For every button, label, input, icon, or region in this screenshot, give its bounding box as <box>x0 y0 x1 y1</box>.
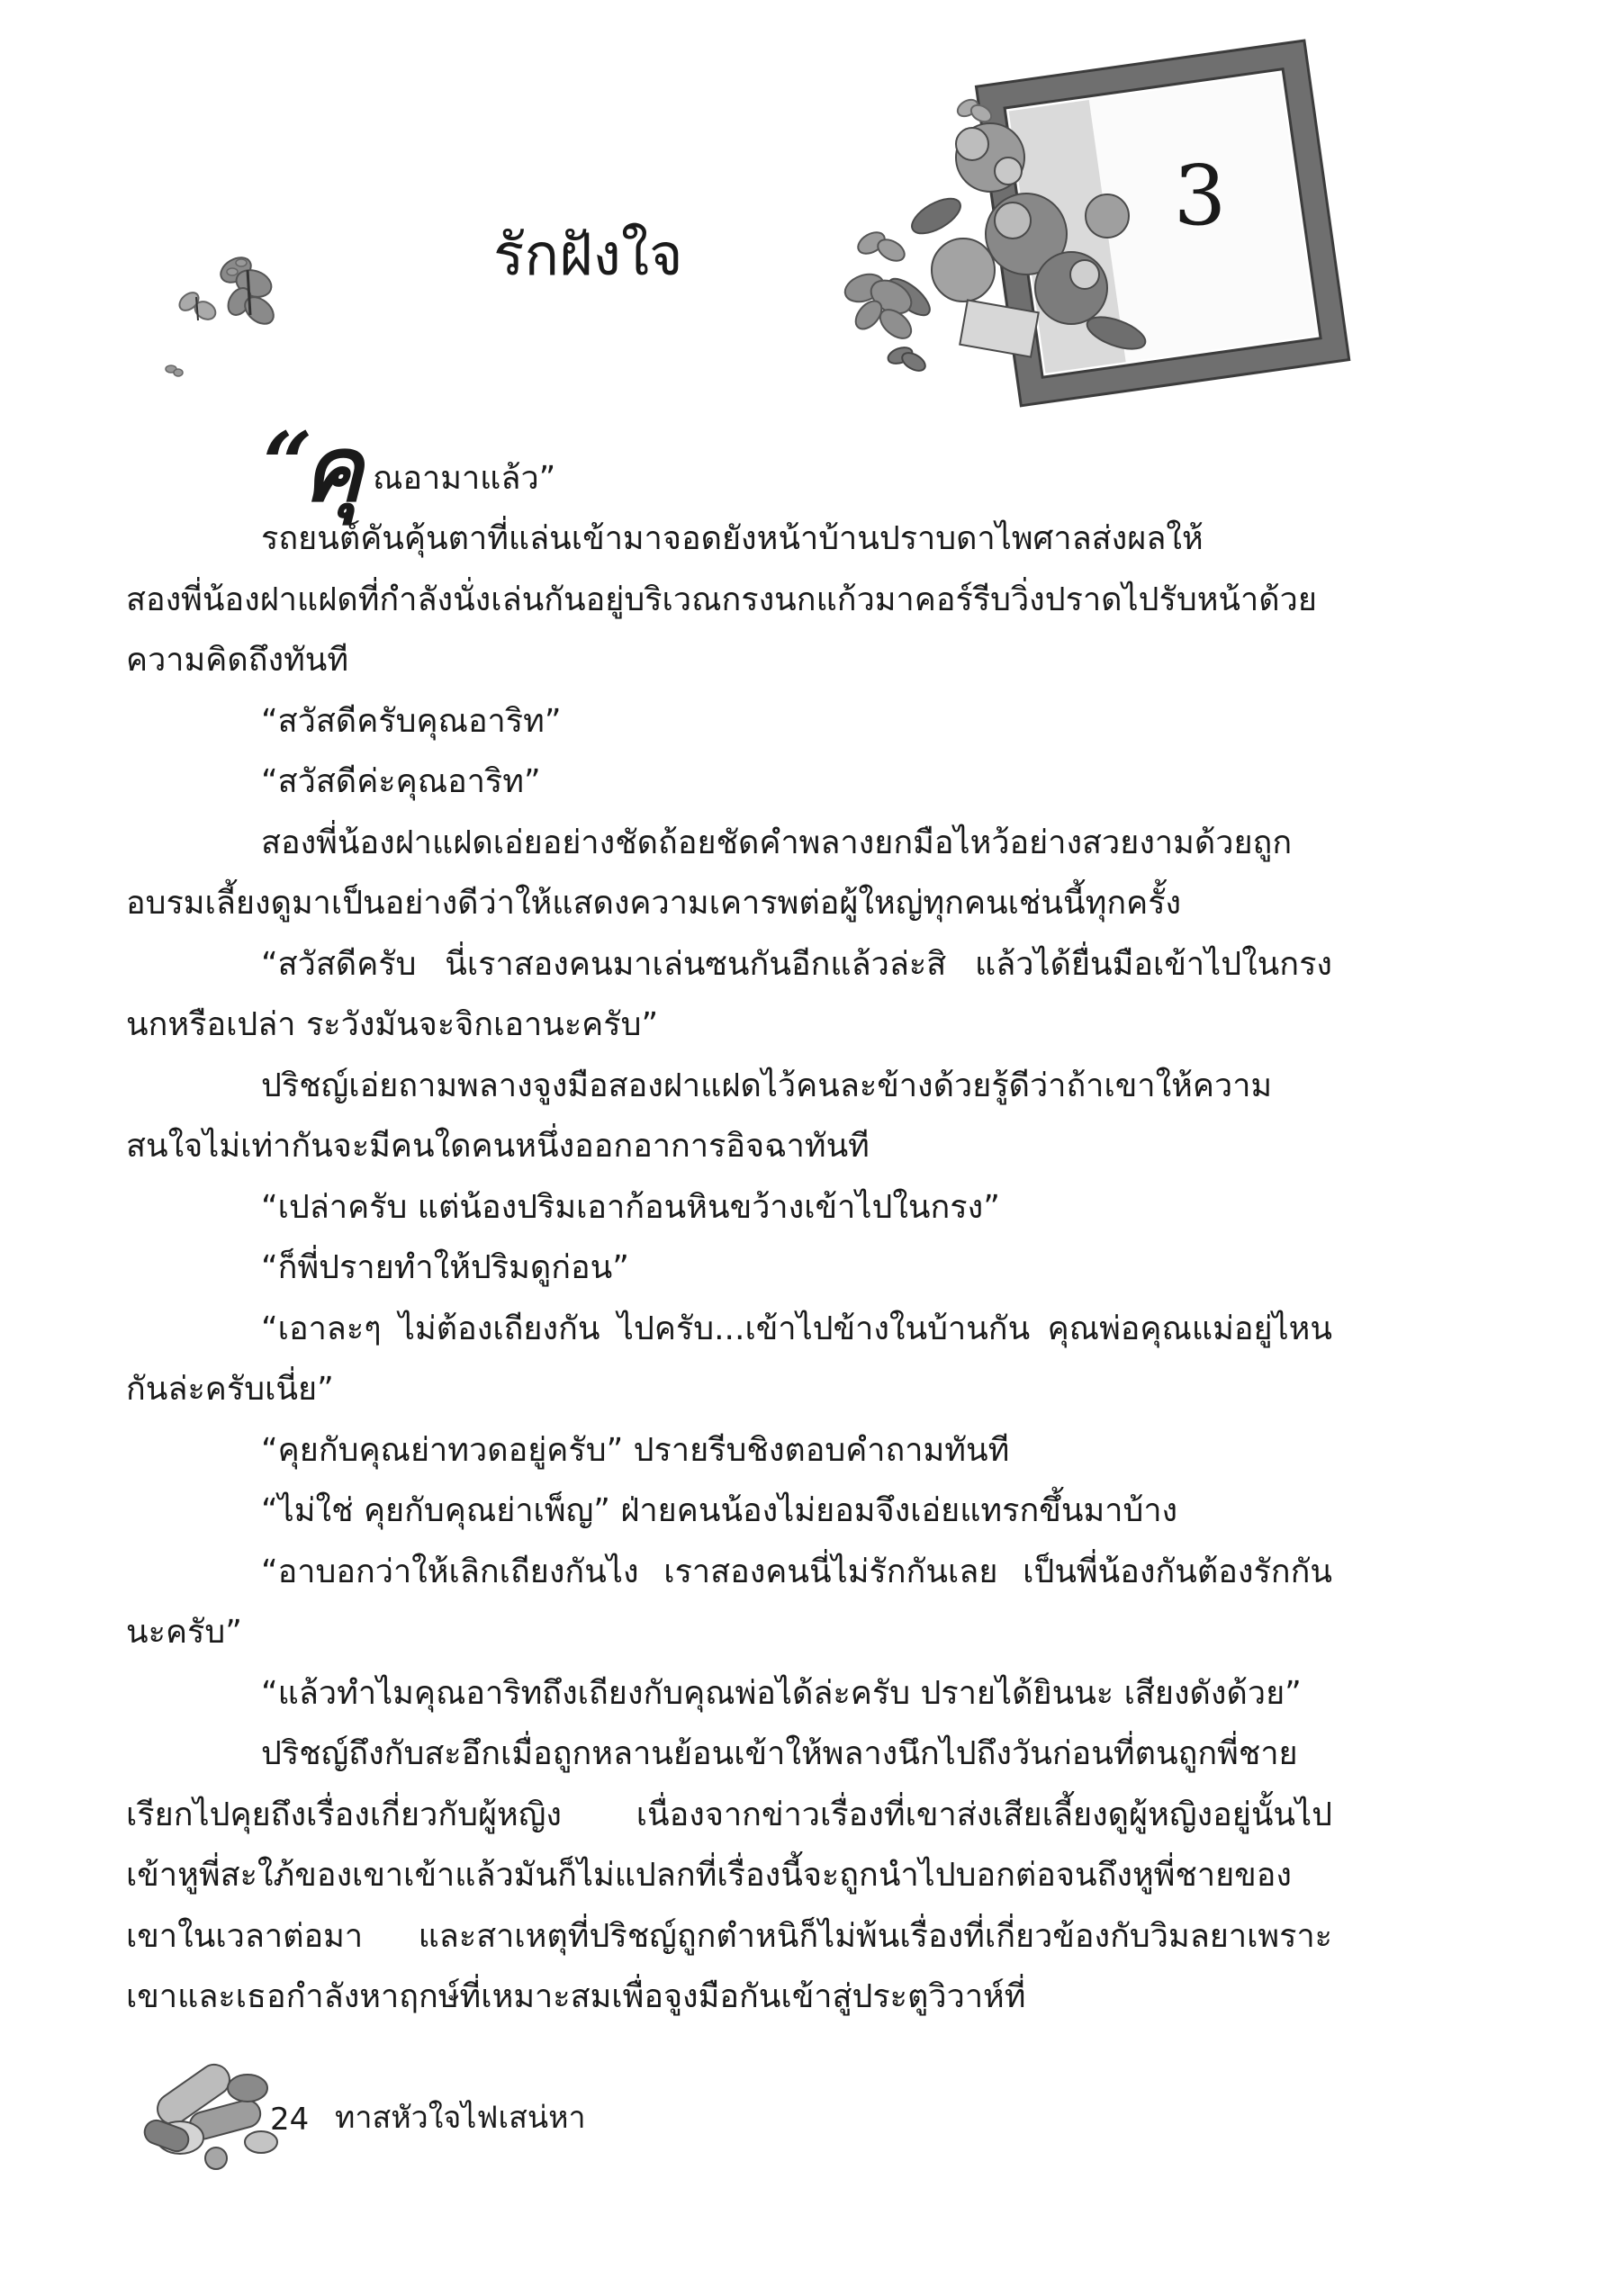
page-footer <box>0 2052 1605 2178</box>
paragraph: “อาบอกว่าให้เลิกเถียงกันไง เราสองคนนี่ไม่รักกันเลย เป็นพี่น้องกันต้องรักกันนะครับ” <box>126 1553 1332 1651</box>
header-decoration <box>0 0 1605 423</box>
paragraph: “ก็พี่ปรายทำให้ปริมดูก่อน” <box>261 1249 629 1286</box>
paragraph: “เอาละๆ ไม่ต้องเถียงกัน ไปครับ...เข้าไปข้างในบ้านกัน คุณพ่อคุณแม่อยู่ไหนกันล่ะครับเนี่ย” <box>126 1310 1332 1408</box>
pills-decoration-icon <box>126 2052 342 2178</box>
paragraph: “ไม่ใช่ คุยกับคุณย่าเพ็ญ” ฝ่ายคนน้องไม่ยอมจึงเอ่ยแทรกขึ้นมาบ้าง <box>261 1492 1178 1529</box>
paragraph: “สวัสดีครับ นี่เราสองคนมาเล่นซนกันอีกแล้วล่ะสิ แล้วได้ยื่นมือเข้าไปในกรงนกหรือเปล่า ระวังมันจะจิกเอานะครับ” <box>126 945 1332 1043</box>
butterfly-icon <box>886 345 928 374</box>
paragraph: ปริชญ์เอ่ยถามพลางจูงมือสองฝาแฝดไว้คนละข้างด้วยรู้ดีว่าถ้าเขาให้ความสนใจไม่เท่ากันจะมีคนใดคนหนึ่งออกอาการอิจฉาทันที <box>126 1067 1273 1165</box>
drop-cap-quote: “ <box>263 413 313 515</box>
drop-cap-letter: คุ <box>302 417 363 522</box>
opening-line <box>126 413 1332 522</box>
butterfly-icon <box>842 269 917 344</box>
paragraph: “เปล่าครับ แต่น้องปริมเอาก้อนหินขว้างเข้าไปในกรง” <box>261 1188 1000 1226</box>
butterfly-icon <box>176 289 219 323</box>
book-title: ทาสหัวใจไฟเสน่หา <box>335 2100 586 2136</box>
opening-text: ณอามาแล้ว” <box>373 460 556 497</box>
paragraph: “สวัสดีค่ะคุณอาริท” <box>261 763 541 800</box>
paragraph: รถยนต์คันคุ้นตาที่แล่นเข้ามาจอดยังหน้าบ้านปราบดาไพศาลส่งผลให้สองพี่น้องฝาแฝดที่กำลังนั่งเล่นกันอยู่บริเวณกรงนกแก้วมาคอร์รีบวิ่งปราดไปรับหน้าด้วยความคิดถึงทันที <box>126 520 1317 679</box>
paragraph: “สวัสดีครับคุณอาริท” <box>261 702 562 740</box>
paragraph: “คุยกับคุณย่าทวดอยู่ครับ” ปรายรีบชิงตอบคำถามทันที <box>261 1431 1010 1469</box>
paragraph: ปริชญ์ถึงกับสะอึกเมื่อถูกหลานย้อนเข้าให้พลางนึกไปถึงวันก่อนที่ตนถูกพี่ชายเรียกไปคุยถึงเรื่องเกี่ยวกับผู้หญิง เนื่องจากข่าวเรื่องที่เขาส่งเสียเลี้ยงดูผู้หญิงอยู่นั้นไปเข้าหูพี่สะใภ้ของเขาเข้าแล้วมันก็ไม่แปลกที่เรื่องนี้จะถูกนำไปบอกต่อจนถึงหูพี่ชายของเขาในเวลาต่อมา และสาเหตุที่ปริชญ์ถูกตำหนิก็ไม่พ้นเรื่องที่เกี่ยวข้องกับวิมลยาเพราะเขาและเธอกำลังหาฤกษ์ที่เหมาะสมเพื่อจูงมือกันเข้าสู่ประตูวิวาห์ที่ <box>126 1735 1332 2015</box>
page-number: 24 <box>270 2102 310 2138</box>
chapter-body <box>126 413 1332 2028</box>
butterfly-icon <box>166 365 183 376</box>
chapter-number: 3 <box>1173 148 1227 244</box>
butterfly-icon <box>216 253 278 329</box>
chapter-title: รักฝังใจ <box>493 222 683 289</box>
paragraph: สองพี่น้องฝาแฝดเอ่ยอย่างชัดถ้อยชัดคำพลางยกมือไหว้อย่างสวยงามด้วยถูกอบรมเลี้ยงดูมาเป็นอย่างดีว่าให้แสดงความเคารพต่อผู้ใหญ่ทุกคนเช่นนี้ทุกครั้ง <box>126 824 1293 922</box>
butterfly-icon <box>854 228 908 265</box>
paragraph: “แล้วทำไมคุณอาริทถึงเถียงกับคุณพ่อได้ล่ะครับ ปรายได้ยินนะ เสียงดังด้วย” <box>261 1674 1302 1712</box>
